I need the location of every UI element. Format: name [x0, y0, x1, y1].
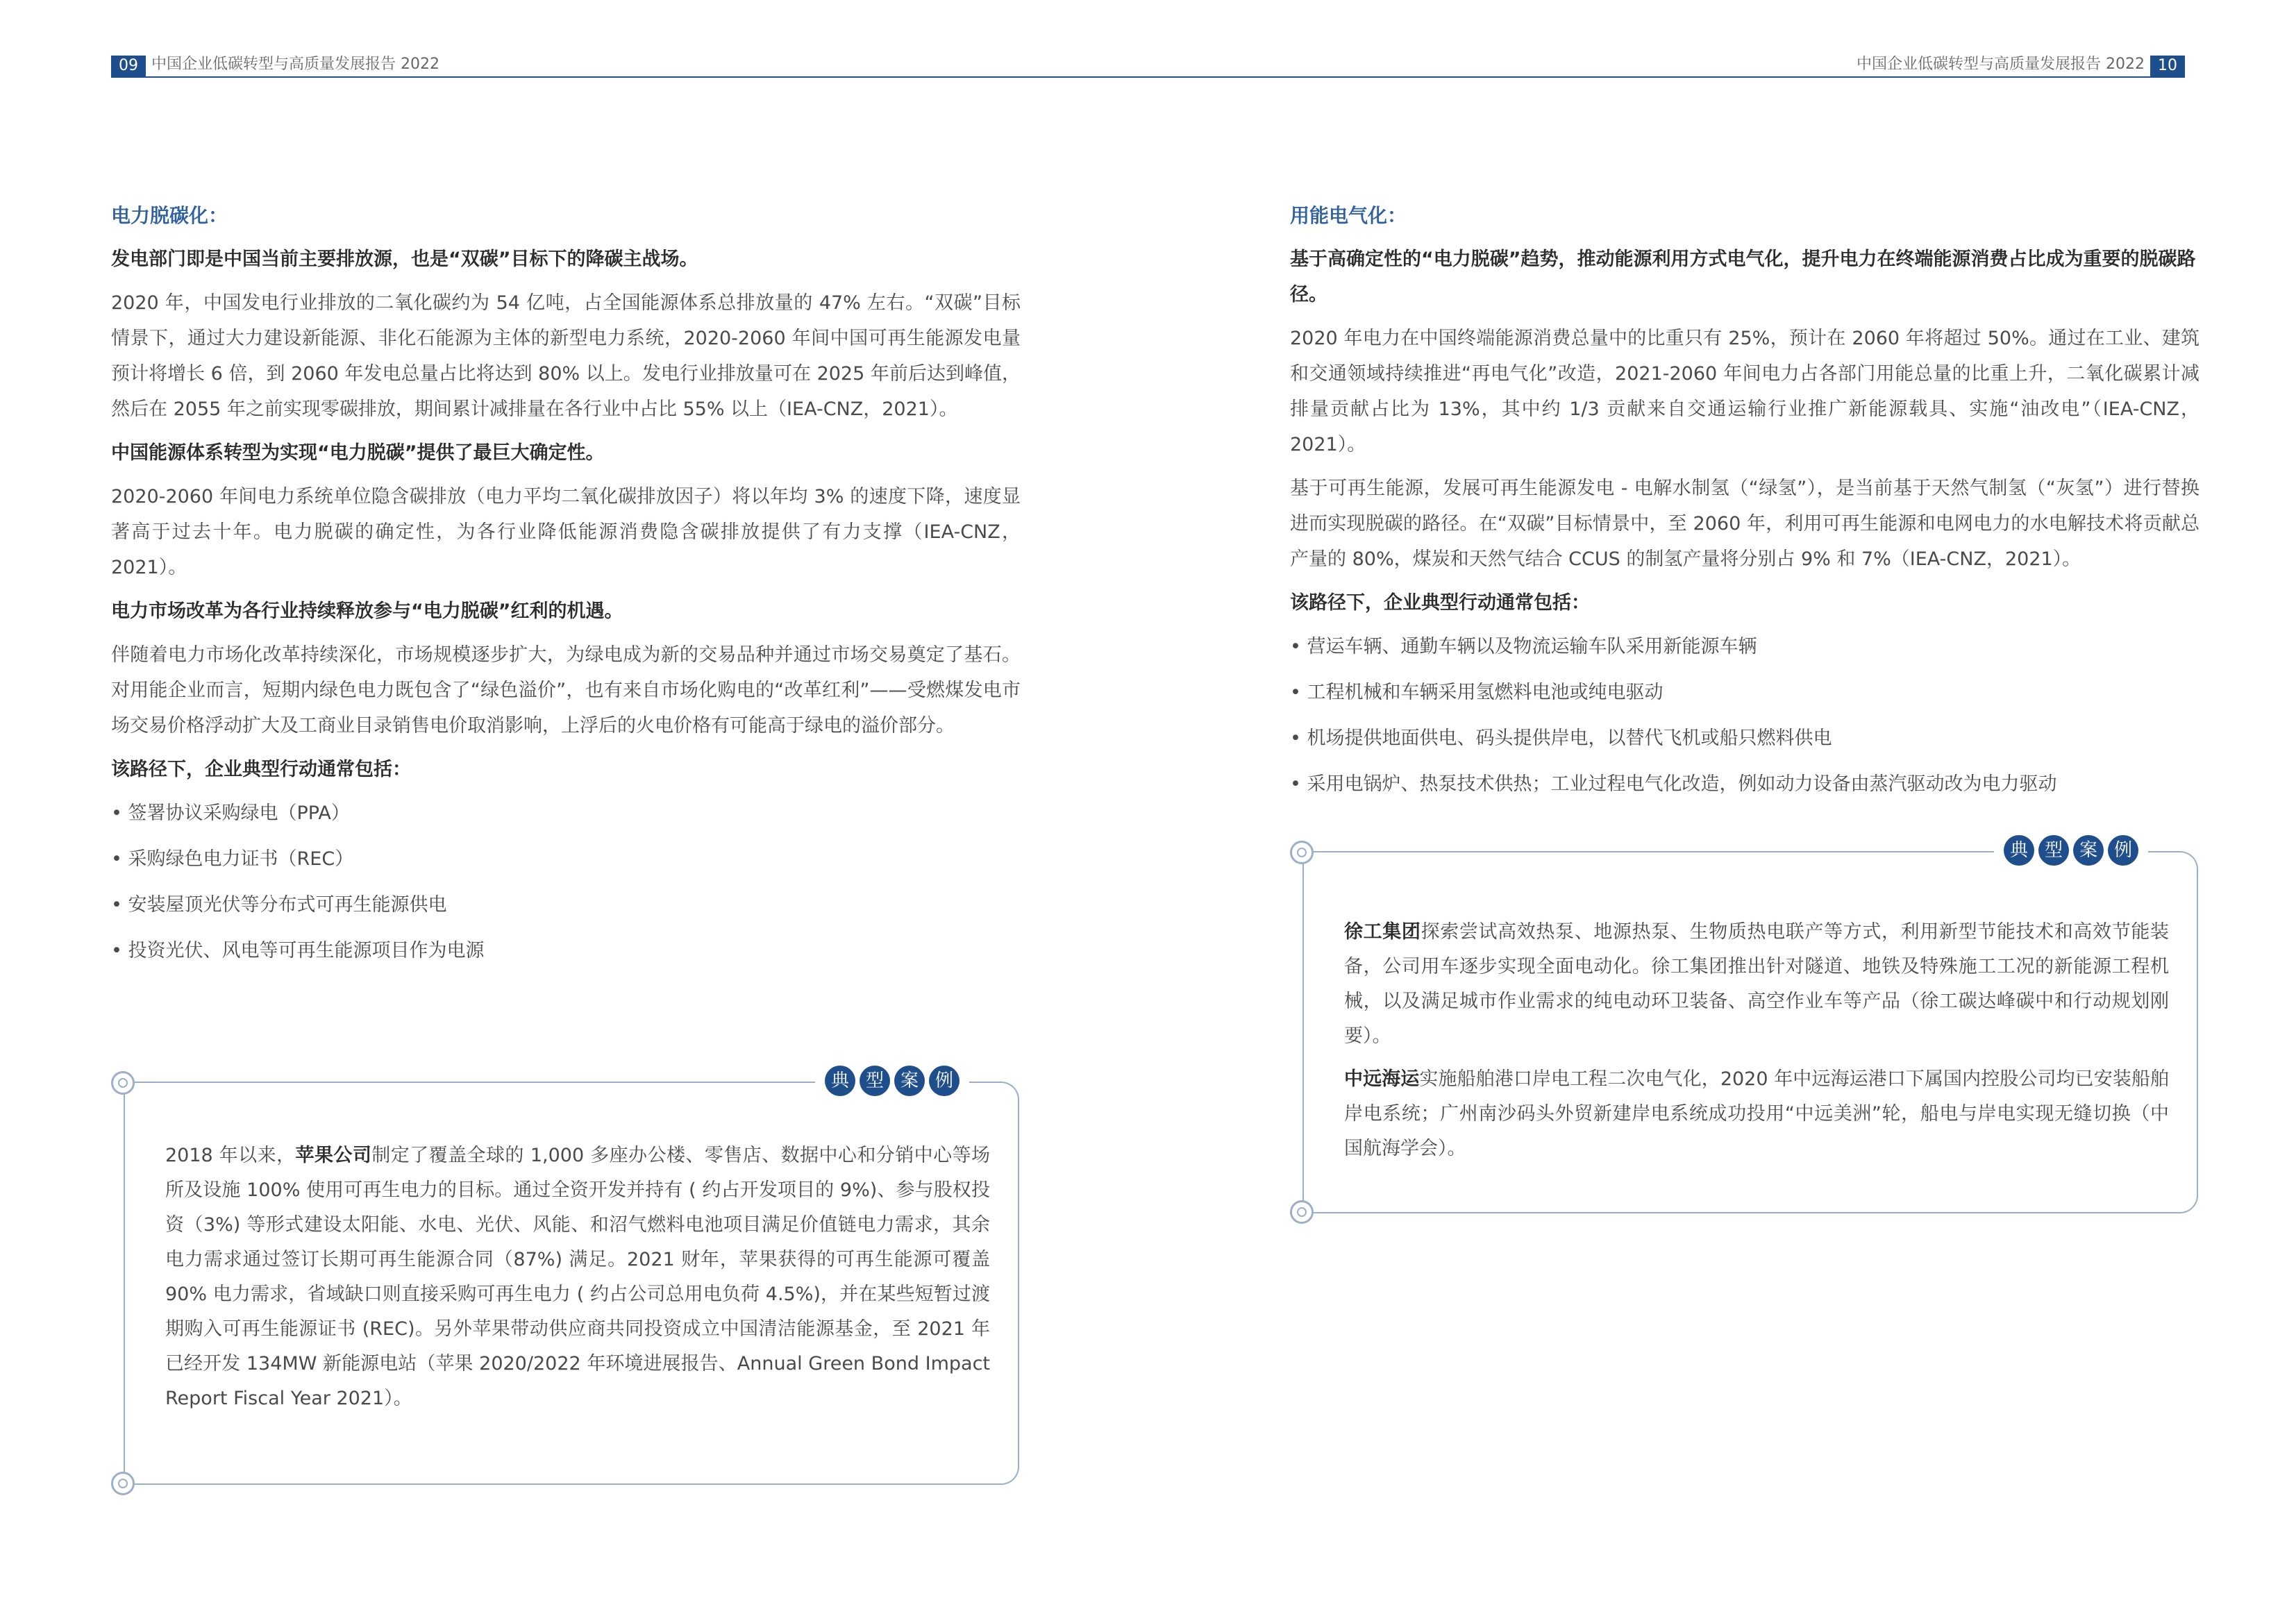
ring-ornament-icon: [111, 1071, 135, 1095]
list-item: • 机场提供地面供电、码头提供岸电，以替代飞机或船只燃料供电: [1290, 721, 2199, 756]
ring-ornament-icon: [1290, 841, 1314, 864]
action-list: [111, 796, 1021, 968]
tag-char: 型: [2038, 835, 2069, 866]
case-study-text: [1344, 915, 2169, 1175]
tag-char: 典: [2004, 835, 2034, 866]
case-box-edge: [124, 1083, 125, 1483]
case-box-edge: [1302, 852, 1304, 1212]
list-item: • 营运车辆、通勤车辆以及物流运输车队采用新能源车辆: [1290, 629, 2199, 664]
section-title-electrification: 用能电气化：: [1290, 204, 1407, 227]
tag-char: 典: [825, 1066, 855, 1096]
tag-char: 例: [929, 1066, 960, 1096]
body-paragraph: 基于可再生能源，发展可再生能源发电 - 电解水制氢（“绿氢”），是当前基于天然气制氢（“灰氢”）进行替换进而实现脱碳的路径。在“双碳”目标情景中，至 2060 年，利用可再生能源和电网电力的水电解技术将贡献总产量的 80%，煤炭和天然气结合 CCUS 的制氢产量将分别占 9% 和 7%（IEA-CNZ，2021）。: [1290, 478, 2199, 570]
list-item: • 签署协议采购绿电（PPA）: [111, 796, 1021, 831]
case-prefix: 2018 年以来，: [165, 1145, 296, 1166]
tag-char: 案: [894, 1066, 925, 1096]
header-rule: [111, 76, 2185, 78]
lead-paragraph: 基于高确定性的“电力脱碳”趋势，推动能源利用方式电气化，提升电力在终端能源消费占比成为重要的脱碳路径。: [1290, 249, 2196, 305]
left-column: [111, 199, 1021, 979]
right-page-number: 10: [2150, 56, 2185, 76]
case-study-tag: [815, 1066, 969, 1096]
ring-ornament-icon: [1290, 1200, 1314, 1224]
section-title-power-decarbonization: 电力脱碳化：: [111, 204, 228, 227]
tag-char: 例: [2108, 835, 2138, 866]
list-item: • 采购绿色电力证书（REC）: [111, 841, 1021, 877]
list-item: • 投资光伏、风电等可再生能源项目作为电源: [111, 933, 1021, 968]
actions-heading: 该路径下，企业典型行动通常包括：: [1290, 592, 1590, 614]
tag-char: 型: [860, 1066, 890, 1096]
case-study-box-apple: [111, 1070, 1019, 1485]
case-study-text: [165, 1138, 990, 1424]
left-page-number: 09: [111, 56, 146, 76]
lead-paragraph: 中国能源体系转型为实现“电力脱碳”提供了最巨大确定性。: [111, 442, 605, 464]
lead-paragraph: 发电部门即是中国当前主要排放源，也是“双碳”目标下的降碳主战场。: [111, 249, 698, 270]
case-body: 实施船舶港口岸电工程二次电气化，2020 年中远海运港口下属国内控股公司均已安装船舶岸电系统；广州南沙码头外贸新建岸电系统成功投用“中远美洲”轮，船电与岸电实现无缝切换（中国航海学会）。: [1344, 1068, 2170, 1159]
list-item: • 采用电锅炉、热泵技术供热；工业过程电气化改造，例如动力设备由蒸汽驱动改为电力驱动: [1290, 766, 2199, 802]
right-running-title: 中国企业低碳转型与高质量发展报告 2022: [1857, 56, 2145, 73]
lead-paragraph: 电力市场改革为各行业持续释放参与“电力脱碳”红利的机遇。: [111, 600, 623, 622]
tag-char: 案: [2073, 835, 2104, 866]
left-running-title: 中国企业低碳转型与高质量发展报告 2022: [151, 56, 439, 73]
company-name: 苹果公司: [295, 1145, 372, 1166]
case-study-tag: [1994, 835, 2148, 866]
right-column: [1290, 199, 2199, 812]
case-study-box-xcmg-cosco: [1290, 840, 2198, 1213]
body-paragraph: 伴随着电力市场化改革持续深化，市场规模逐步扩大，为绿电成为新的交易品种并通过市场交易奠定了基石。对用能企业而言，短期内绿色电力既包含了“绿色溢价”，也有来自市场化购电的“改革红利”——受燃煤发电市场交易价格浮动扩大及工商业目录销售电价取消影响，上浮后的火电价格有可能高于绿电的溢价部分。: [111, 644, 1021, 737]
list-item: • 工程机械和车辆采用氢燃料电池或纯电驱动: [1290, 675, 2199, 710]
case-body: 探索尝试高效热泵、地源热泵、生物质热电联产等方式，利用新型节能技术和高效节能装备，公司用车逐步实现全面电动化。徐工集团推出针对隧道、地铁及特殊施工工况的新能源工程机械，以及满足城市作业需求的纯电动环卫装备、高空作业车等产品（徐工碳达峰碳中和行动规划刚要）。: [1344, 921, 2170, 1047]
body-paragraph: 2020-2060 年间电力系统单位隐含碳排放（电力平均二氧化碳排放因子）将以年均 3% 的速度下降，速度显著高于过去十年。电力脱碳的确定性，为各行业降低能源消费隐含碳排放提供了有力支撑（IEA-CNZ，2021）。: [111, 486, 1021, 578]
company-name: 中远海运: [1344, 1068, 1420, 1090]
list-item: • 安装屋顶光伏等分布式可再生能源供电: [111, 887, 1021, 923]
body-paragraph: 2020 年，中国发电行业排放的二氧化碳约为 54 亿吨，占全国能源体系总排放量的 47% 左右。“双碳”目标情景下，通过大力建设新能源、非化石能源为主体的新型电力系统，2020-2060 年间中国可再生能源发电量预计将增长 6 倍，到 2060 年发电总量占比将达到 80% 以上。发电行业排放量可在 2025 年前后达到峰值，然后在 2055 年之前实现零碳排放，期间累计减排量在各行业中占比 55% 以上（IEA-CNZ，2021）。: [111, 292, 1021, 420]
actions-heading: 该路径下，企业典型行动通常包括：: [111, 759, 411, 780]
company-name: 徐工集团: [1344, 921, 1421, 943]
case-body: 制定了覆盖全球的 1,000 多座办公楼、零售店、数据中心和分销中心等场所及设施 100% 使用可再生电力的目标。通过全资开发并持有 ( 约占开发项目的 9%)、参与股权投资（3%) 等形式建设太阳能、水电、光伏、风能、和沼气燃料电池项目满足价值链电力需求，其余电力需求通过签订长期可再生能源合同（87%) 满足。2021 财年，苹果获得的可再生能源可覆盖 90% 电力需求，省域缺口则直接采购可再生电力 ( 约占公司总用电负荷 4.5%)，并在某些短暂过渡期购入可再生能源证书 (REC)。另外苹果带动供应商共同投资成立中国清洁能源基金，至 2021 年已经开发 134MW 新能源电站（苹果 2020/2022 年环境进展报告、Annual Green Bond Impact Report Fiscal Year 2021）。: [165, 1145, 991, 1409]
action-list: [1290, 629, 2199, 802]
body-paragraph: 2020 年电力在中国终端能源消费总量中的比重只有 25%，预计在 2060 年将超过 50%。通过在工业、建筑和交通领域持续推进“再电气化”改造，2021-2060 年间电力占各部门用能总量的比重上升，二氧化碳累计减排量贡献占比为 13%，其中约 1/3 贡献来自交通运输行业推广新能源载具、实施“油改电”（IEA-CNZ，2021）。: [1290, 328, 2199, 455]
ring-ornament-icon: [111, 1472, 135, 1495]
